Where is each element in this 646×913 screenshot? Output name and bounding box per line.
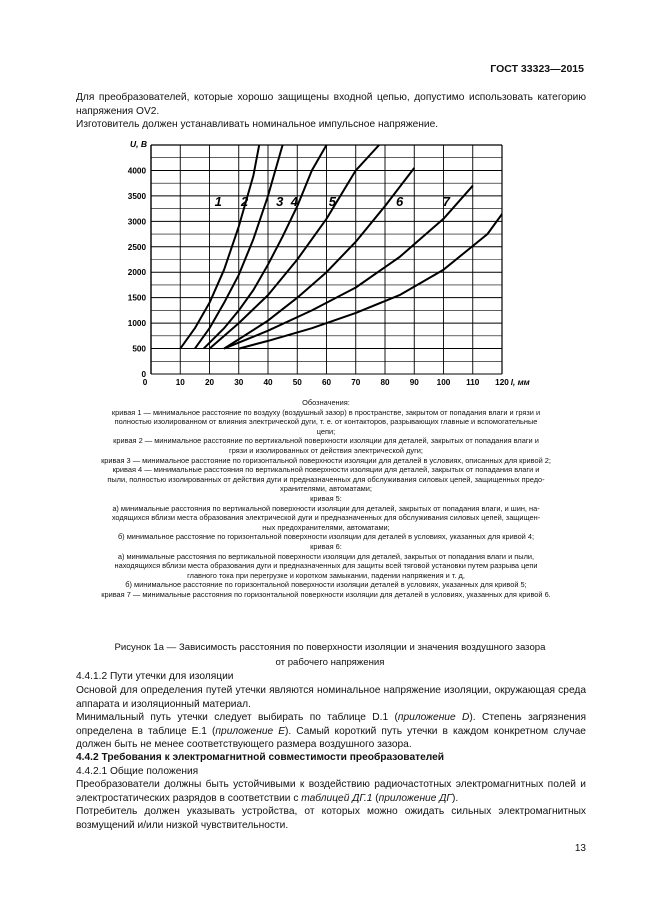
x-tick-label: 30: [234, 378, 244, 387]
x-tick-label: 60: [321, 378, 332, 387]
x-tick-label: 20: [204, 378, 215, 387]
y-tick-label: 4000: [127, 166, 146, 176]
x-tick-label: 80: [380, 378, 390, 387]
legend-line: б) минимальное расстояние по горизонтальной поверхности изоляции деталей в условиях, указанных для кривой 5;: [125, 580, 527, 590]
x-tick-label: 10: [175, 378, 185, 387]
section-442-title: 4.4.2 Требования к электромагнитной совместимости преобразователей: [76, 752, 445, 763]
x-tick-label: 70: [351, 378, 361, 387]
intro-paragraph-2: Изготовитель должен устанавливать номинальное импульсное напряжение.: [76, 119, 439, 130]
appendix-dg-reference: приложение ДГ: [378, 792, 452, 804]
section-4412-paragraph-2: Минимальный путь утечки следует выбирать по таблице D.1 (приложение D). Степень загрязнения определена в таблице Е.1 (приложение Е). Самый короткий путь утечки в каждом конкретном случае должен быть не менее соответствующего размера воздушного зазора.: [76, 712, 586, 750]
curve-label-6: 6: [396, 194, 404, 210]
curve-label-2: 2: [240, 194, 249, 210]
y-tick-label: 2000: [127, 268, 146, 278]
legend-line: кривая 4 — минимальные расстояния по вертикальной поверхности изоляции для деталей, закрытых от попадания влаги и: [112, 465, 540, 475]
legend-line: а) минимальные расстояния по вертикальной поверхности изоляции для деталей, закрытых от попадания влаги и пыли,: [117, 551, 535, 561]
legend-line: полностью изолированном от влияния электрической дуги, т. е. от контакторов, разрывающих главные и вспомогательные: [114, 417, 538, 427]
curve-label-3: 3: [276, 194, 284, 210]
y-tick-label: 1000: [127, 319, 146, 329]
table-dg1-reference: таблицей ДГ.1: [301, 792, 373, 804]
section-4412-title: 4.4.1.2 Пути утечки для изоляции: [76, 671, 234, 682]
caption-line-1: Рисунок 1а — Зависимость расстояния по поверхности изоляции и значения воздушного зазора: [114, 642, 546, 653]
intro-paragraph-1: Для преобразователей, которые хорошо защищены входной цепью, допустимо использовать категорию напряжения OV2.: [76, 92, 586, 117]
legend-line: хранителями, автоматами;: [280, 484, 372, 494]
x-tick-label: 0: [142, 378, 148, 387]
y-axis-label: U, В: [130, 139, 147, 149]
y-tick-label: 2500: [127, 242, 146, 252]
curve-label-1: 1: [214, 194, 222, 210]
legend-line: цепи;: [316, 426, 336, 436]
x-tick-label: 90: [409, 378, 419, 387]
appendix-e-reference: приложение Е: [215, 725, 286, 737]
section-4421-paragraph-1: Преобразователи должны быть устойчивыми к воздействию радиочастотных электромагнитных полей и электростатических разрядов в соответствии с таблицей ДГ.1 (приложение ДГ).: [76, 779, 586, 804]
figure-caption: [70, 640, 590, 670]
chart-legend: [46, 398, 606, 599]
legend-line: находящихся вблизи места образования дуги и предназначенных для защиты всей тяговой установки путем разрыва цепи: [114, 561, 538, 571]
legend-line: грязи и изолированных от действия электрической дуги;: [229, 445, 423, 455]
standard-header: ГОСТ 33323—2015: [490, 63, 584, 75]
legend-line: кривая 5:: [310, 493, 342, 503]
y-tick-label: 3500: [127, 191, 146, 201]
x-axis-label: l, мм: [510, 378, 530, 387]
x-tick-label: 50: [292, 378, 302, 387]
legend-heading: Обозначения:: [302, 398, 350, 407]
y-tick-label: 500: [132, 344, 146, 354]
legend-line: главного тока при перегрузке и коротком замыкании, падении напряжения и т. д,: [187, 570, 465, 580]
appendix-d-reference: приложение D: [397, 712, 470, 723]
voltage-distance-chart: [118, 136, 530, 398]
curve-label-5: 5: [328, 194, 336, 210]
y-tick-label: 3000: [127, 217, 146, 227]
y-tick-label: 1500: [127, 293, 146, 303]
legend-line: кривая 2 — минимальное расстояние по вертикальной поверхности изоляции для деталей, закрытых от попадания влаги и: [113, 436, 539, 446]
x-tick-label: 110: [466, 378, 480, 387]
legend-line: кривая 7 — минимальные расстояния по горизонтальной поверхности изоляции для деталей в условиях, указанных для кривой 6.: [101, 589, 551, 599]
legend-line: пыли, полностью изолированных от действия дуги и предназначенных для обслуживания силовых цепей, защищенных предо-: [107, 474, 545, 484]
legend-line: кривая 1 — минимальное расстояние по воздуху (воздушный зазор) в пространстве, закрытом от попадания влаги и грязи и: [111, 407, 541, 417]
curve-5: [224, 168, 414, 349]
x-tick-label: 40: [263, 378, 273, 387]
legend-line: б) минимальное расстояние по горизонтальной поверхности изоляции для деталей в условиях, указанных для кривой 4;: [117, 532, 535, 542]
legend-line: кривая 3 — минимальное расстояние по горизонтальной поверхности изоляции для деталей в условиях, описанных для кривой 2;: [101, 455, 551, 465]
curve-7: [239, 206, 508, 349]
curve-label-7: 7: [442, 194, 451, 210]
caption-line-2: от рабочего напряжения: [275, 657, 385, 668]
legend-line: ных предохранителями, автоматами;: [262, 522, 390, 532]
legend-line: а) минимальные расстояния по вертикальной поверхности изоляции для деталей, закрытых от попадания влаги, и шин, на-: [112, 503, 540, 513]
section-4421-paragraph-2: Потребитель должен указывать устройства, от которых можно ожидать сильных электромагнитных возмущений и/или низкой чувствительности.: [76, 806, 586, 831]
legend-line: ходящихся вблизи места образования электрической дуги и предназначенных для обслуживания силовых цепей, защищен-: [111, 513, 541, 523]
y-tick-label: 0: [141, 370, 146, 379]
section-4421-title: 4.4.2.1 Общие положения: [76, 766, 199, 777]
x-tick-label: 120: [495, 378, 509, 387]
section-4412-paragraph-1: Основой для определения путей утечки являются номинальное напряжение изоляции, окружающая среда аппарата и изоляционный материал.: [76, 685, 586, 710]
page-number: 13: [574, 843, 586, 854]
legend-line: кривая 6:: [310, 541, 342, 551]
curve-label-4: 4: [290, 194, 298, 210]
x-tick-label: 100: [436, 378, 451, 387]
